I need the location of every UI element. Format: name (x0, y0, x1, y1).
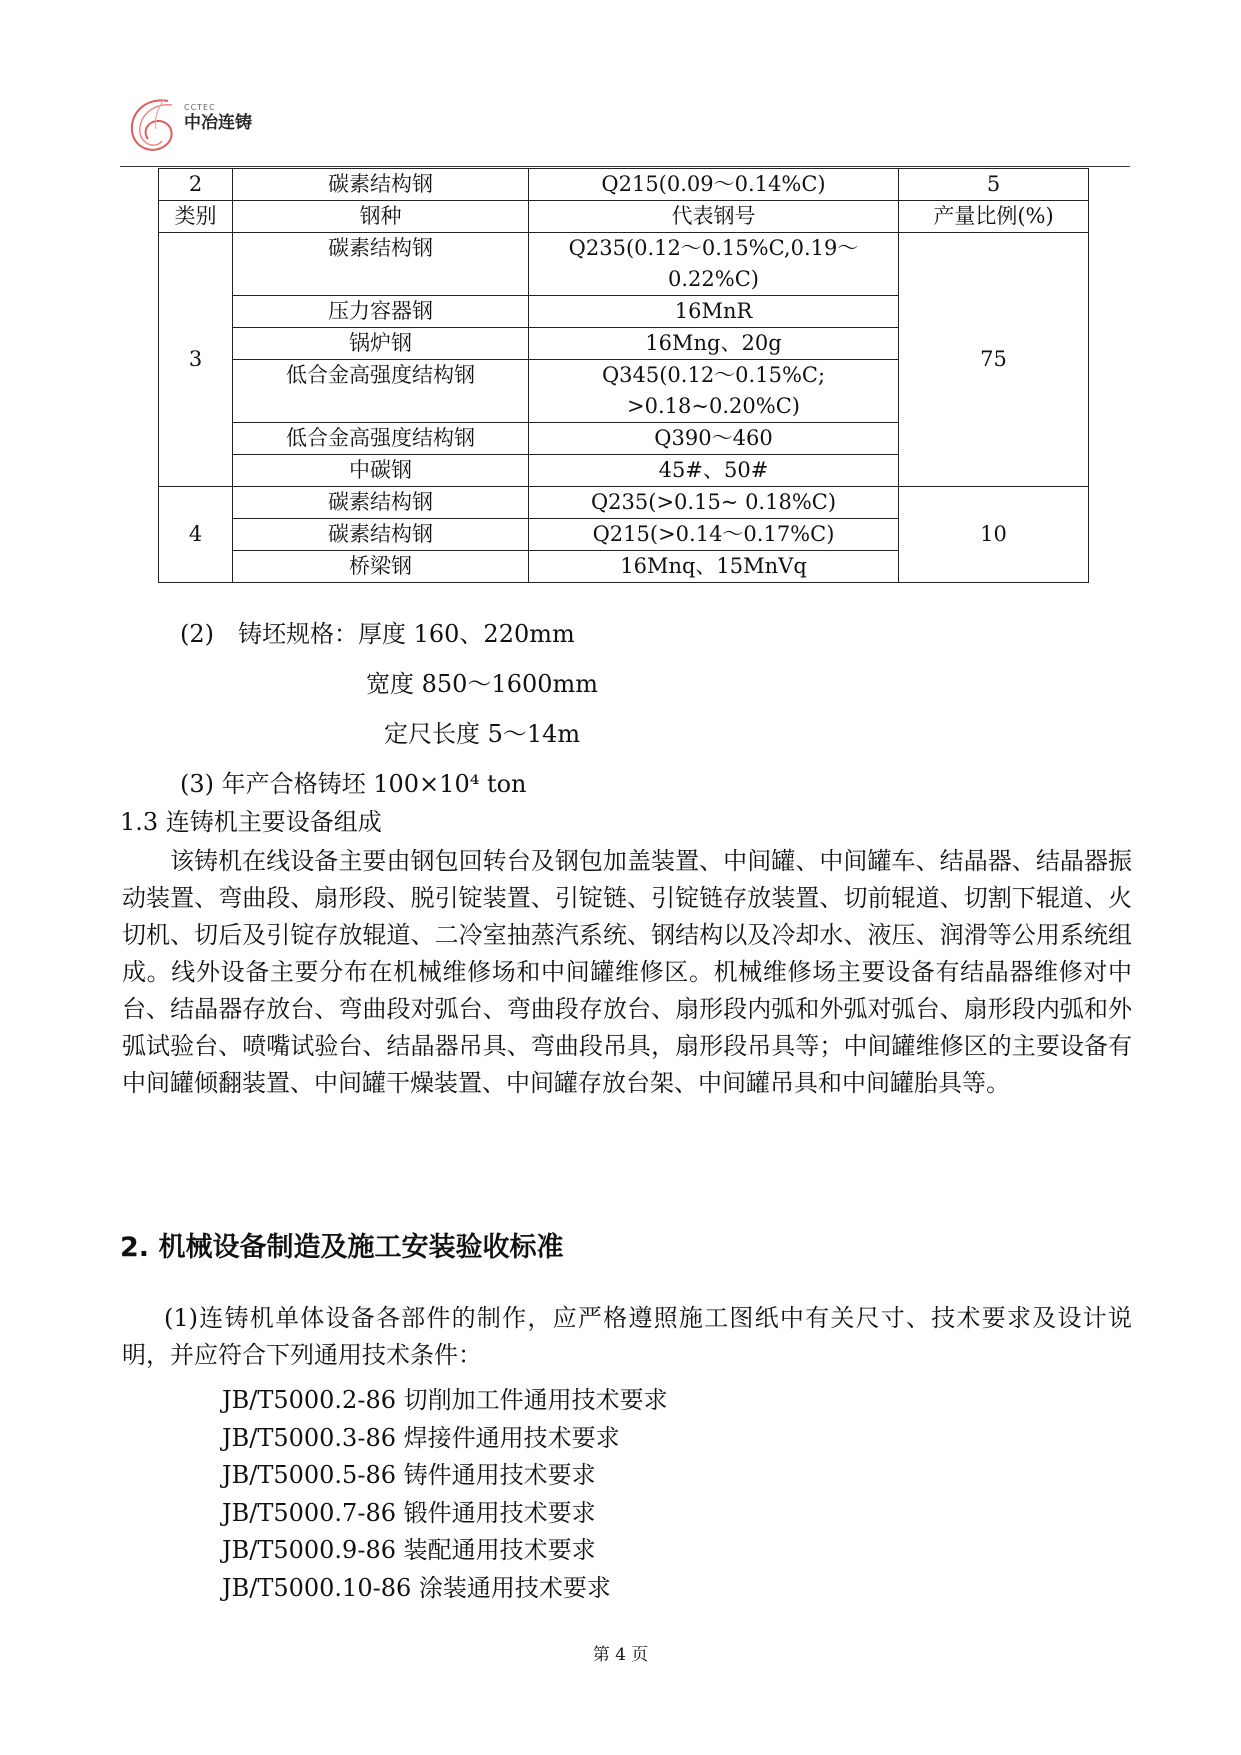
table-row (159, 169, 1089, 201)
table-cell: Q390～460 (529, 423, 899, 455)
slab-spec-width: 宽度 850～1600mm (366, 670, 599, 698)
list-item: JB/T5000.7-86 锻件通用技术要求 (222, 1498, 596, 1527)
table-cell: 16Mng、20g (529, 328, 899, 360)
table-cell: Q215(>0.14～0.17%C) (529, 519, 899, 551)
table-header-cell: 类别 (159, 201, 233, 233)
section-2-paragraph: (1)连铸机单体设备各部件的制作，应严格遵照施工图纸中有关尺寸、技术要求及设计说明，并应符合下列通用技术条件： (122, 1304, 1132, 1369)
page-number: 第 4 页 (592, 1645, 649, 1665)
category-cell: 3 (159, 233, 233, 487)
table-cell: 2 (159, 169, 233, 201)
list-item: JB/T5000.5-86 铸件通用技术要求 (222, 1461, 596, 1489)
logo-swirl-icon (128, 95, 180, 157)
logo-chinese-text: 中冶连铸 (184, 113, 252, 133)
slab-spec-length: 定尺长度 5～14m (384, 720, 581, 748)
table-cell: 碳素结构钢 (233, 169, 529, 201)
table-cell: 碳素结构钢 (233, 519, 529, 551)
list-item: JB/T5000.9-86 装配通用技术要求 (222, 1536, 596, 1564)
list-item: JB/T5000.2-86 切削加工件通用技术要求 (222, 1386, 668, 1414)
table-row (159, 487, 1089, 519)
steel-grade-table (158, 168, 1089, 583)
table-header-row (159, 201, 1089, 233)
table-cell: 压力容器钢 (233, 296, 529, 328)
table-cell: Q235(>0.15~ 0.18%C) (529, 487, 899, 519)
section-2-heading: 2. 机械设备制造及施工安装验收标准 (120, 1232, 564, 1263)
table-cell: 中碳钢 (233, 455, 529, 487)
section-1-3-heading: 1.3 连铸机主要设备组成 (120, 808, 382, 836)
table-cell: Q215(0.09～0.14%C) (529, 169, 899, 201)
table-cell: 16MnR (529, 296, 899, 328)
company-logo (128, 95, 298, 157)
ratio-cell: 75 (899, 233, 1089, 487)
standards-list (222, 1382, 668, 1607)
table-cell: 碳素结构钢 (233, 487, 529, 519)
category-cell: 4 (159, 487, 233, 583)
table-cell: 低合金高强度结构钢 (233, 423, 529, 455)
slab-spec-thickness: (2) 铸坯规格：厚度 160、220mm (180, 620, 575, 648)
table-cell: 锅炉钢 (233, 328, 529, 360)
table-cell: 45#、50# (529, 455, 899, 487)
table-cell: 碳素结构钢 (233, 233, 529, 296)
list-item: JB/T5000.3-86 焊接件通用技术要求 (222, 1423, 620, 1452)
table-row (159, 233, 1089, 296)
annual-output: (3) 年产合格铸坯 100×10⁴ ton (180, 770, 527, 798)
table-cell: Q345(0.12～0.15%C; >0.18~0.20%C) (529, 360, 899, 423)
table-header-cell: 代表钢号 (529, 201, 899, 233)
table-header-cell: 钢种 (233, 201, 529, 233)
logo-english-text: CCTEC (184, 103, 216, 112)
table-header-cell: 产量比例(%) (899, 201, 1089, 233)
list-item: JB/T5000.10-86 涂装通用技术要求 (222, 1573, 611, 1602)
header-divider (120, 166, 1130, 167)
ratio-cell: 10 (899, 487, 1089, 583)
table-cell: 低合金高强度结构钢 (233, 360, 529, 423)
section-1-3-paragraph: 该铸机在线设备主要由钢包回转台及钢包加盖装置、中间罐、中间罐车、结晶器、结晶器振动装置、弯曲段、扇形段、脱引锭装置、引锭链、引锭链存放装置、切前辊道、切割下辊道、火切机、切后及引锭存放辊道、二冷室抽蒸汽系统、钢结构以及冷却水、液压、润滑等公用系统组成。线外设备主要分布在机械维修场和中间罐维修区。机械维修场主要设备有结晶器维修对中台、结晶器存放台、弯曲段对弧台、弯曲段存放台、扇形段内弧和外弧对弧台、扇形段内弧和外弧试验台、喷嘴试验台、结晶器吊具、弯曲段吊具，扇形段吊具等；中间罐维修区的主要设备有中间罐倾翻装置、中间罐干燥装置、中间罐存放台架、中间罐吊具和中间罐胎具等。 (122, 847, 1132, 1097)
table-cell: 5 (899, 169, 1089, 201)
table-cell: 16Mnq、15MnVq (529, 551, 899, 583)
table-cell: Q235(0.12～0.15%C,0.19～0.22%C) (529, 233, 899, 296)
table-cell: 桥梁钢 (233, 551, 529, 583)
